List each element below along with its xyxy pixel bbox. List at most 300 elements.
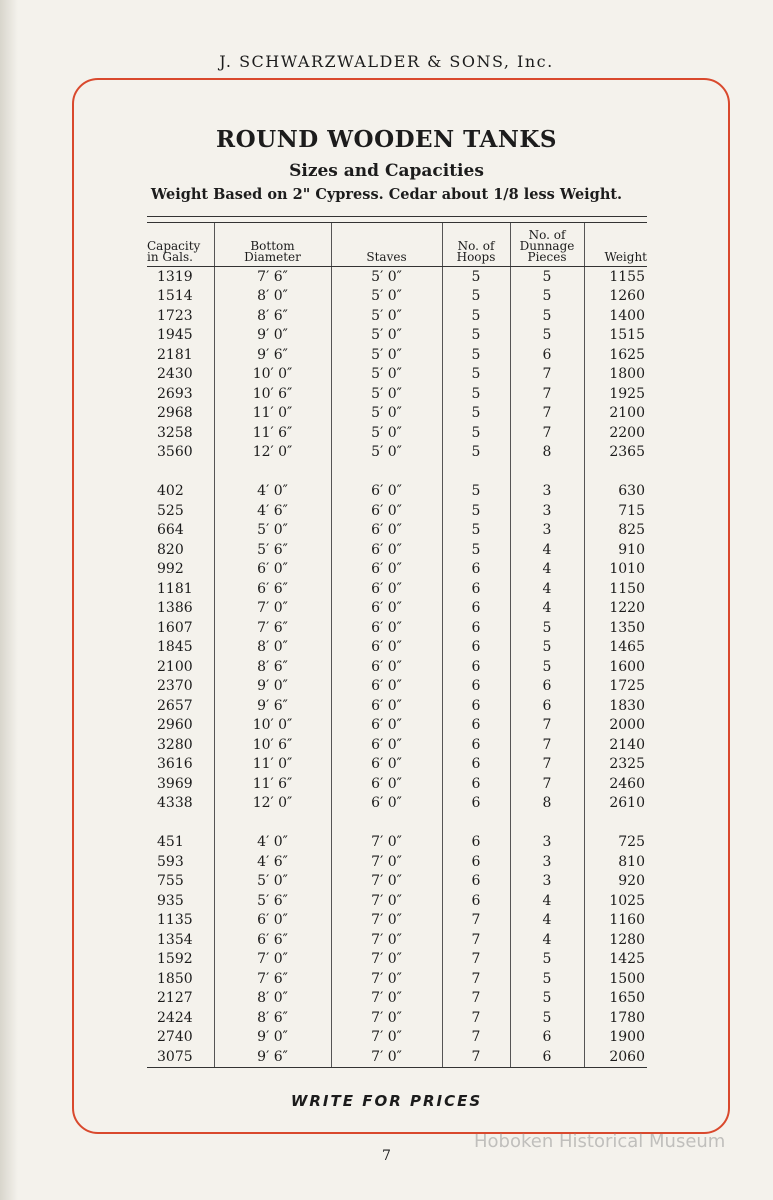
- bottom-diameter-cell: 11′ 6″: [214, 774, 331, 794]
- dunnage-cell: 6: [510, 1028, 584, 1048]
- bottom-diameter-cell: 9′ 0″: [214, 1028, 331, 1048]
- bottom-diameter-cell: 9′ 0″: [214, 326, 331, 346]
- weight-cell: 2140: [584, 735, 647, 755]
- hoops-cell: 5: [442, 423, 510, 443]
- table-row: [147, 911, 647, 931]
- hoops-cell: 5: [442, 384, 510, 404]
- table-row: [147, 852, 647, 872]
- table-row: [147, 950, 647, 970]
- bottom-diameter-cell: 9′ 0″: [214, 677, 331, 697]
- dunnage-cell: 3: [510, 501, 584, 521]
- dunnage-cell: 5: [510, 287, 584, 307]
- capacity-cell: 402: [157, 483, 184, 500]
- staves-cell: 6′ 0″: [331, 618, 442, 638]
- museum-watermark: Hoboken Historical Museum: [474, 1131, 726, 1152]
- table-row: [147, 365, 647, 385]
- dunnage-cell: 4: [510, 891, 584, 911]
- weight-cell: 2325: [584, 755, 647, 775]
- capacity-cell: 4338: [157, 795, 193, 812]
- dunnage-cell: 6: [510, 696, 584, 716]
- table-row: [147, 618, 647, 638]
- dunnage-cell: 8: [510, 794, 584, 814]
- hoops-cell: 6: [442, 735, 510, 755]
- spacer-cell: [147, 813, 214, 833]
- staves-cell: 5′ 0″: [331, 287, 442, 307]
- table-row: [147, 638, 647, 658]
- spacer-cell: [510, 813, 584, 833]
- weight-cell: 715: [584, 501, 647, 521]
- table-body: [147, 267, 647, 1068]
- bottom-diameter-cell: 5′ 0″: [214, 872, 331, 892]
- bottom-diameter-cell: 4′ 6″: [214, 852, 331, 872]
- hoops-cell: 5: [442, 443, 510, 463]
- weight-cell: 1155: [584, 267, 647, 287]
- capacity-cell: 1723: [157, 307, 193, 324]
- dunnage-cell: 7: [510, 755, 584, 775]
- weight-cell: 910: [584, 540, 647, 560]
- weight-note: [0, 186, 773, 203]
- staves-cell: 6′ 0″: [331, 657, 442, 677]
- dunnage-cell: 7: [510, 716, 584, 736]
- hoops-cell: 6: [442, 599, 510, 619]
- capacity-cell: 1181: [157, 580, 193, 597]
- weight-cell: 1780: [584, 1008, 647, 1028]
- dunnage-cell: 5: [510, 1008, 584, 1028]
- bottom-diameter-cell: 8′ 0″: [214, 989, 331, 1009]
- bottom-diameter-cell: 10′ 0″: [214, 716, 331, 736]
- dunnage-cell: 7: [510, 735, 584, 755]
- capacity-cell: 1845: [157, 639, 193, 656]
- table-row: [147, 306, 647, 326]
- staves-cell: 5′ 0″: [331, 326, 442, 346]
- weight-cell: 1625: [584, 345, 647, 365]
- weight-cell: 2100: [584, 404, 647, 424]
- bottom-diameter-cell: 5′ 6″: [214, 540, 331, 560]
- capacity-cell: 3280: [157, 736, 193, 753]
- col-header-hoops: No. of Hoops: [442, 223, 510, 267]
- hoops-cell: 6: [442, 618, 510, 638]
- hoops-cell: 6: [442, 794, 510, 814]
- staves-cell: 6′ 0″: [331, 638, 442, 658]
- spacer-cell: [331, 462, 442, 482]
- bottom-diameter-cell: 8′ 6″: [214, 657, 331, 677]
- capacity-cell: 1514: [157, 288, 193, 305]
- spacer-cell: [442, 813, 510, 833]
- bottom-diameter-cell: 9′ 6″: [214, 696, 331, 716]
- capacity-cell: 3075: [147, 1047, 214, 1067]
- staves-cell: 6′ 0″: [331, 579, 442, 599]
- page-number: 7: [382, 1148, 391, 1164]
- bottom-diameter-cell: 4′ 6″: [214, 501, 331, 521]
- weight-cell: 1025: [584, 891, 647, 911]
- staves-cell: 6′ 0″: [331, 716, 442, 736]
- hoops-cell: 5: [442, 540, 510, 560]
- capacity-table: [147, 223, 647, 1068]
- table-row: [147, 345, 647, 365]
- hoops-cell: 6: [442, 891, 510, 911]
- weight-cell: 1900: [584, 1028, 647, 1048]
- weight-note-suffix: less Weight.: [518, 186, 623, 203]
- weight-cell: 1400: [584, 306, 647, 326]
- capacity-cell: 1386: [157, 600, 193, 617]
- weight-cell: 725: [584, 833, 647, 853]
- dunnage-cell: 6: [510, 345, 584, 365]
- table-row: [147, 969, 647, 989]
- bottom-diameter-cell: 5′ 0″: [214, 521, 331, 541]
- table-row: [147, 560, 647, 580]
- weight-cell: 1600: [584, 657, 647, 677]
- bottom-diameter-cell: 8′ 6″: [214, 1008, 331, 1028]
- table-top-rule: [147, 216, 647, 223]
- bottom-diameter-cell: 11′ 0″: [214, 404, 331, 424]
- dunnage-cell: 4: [510, 540, 584, 560]
- capacity-cell: 2127: [157, 990, 193, 1007]
- hoops-cell: 6: [442, 696, 510, 716]
- table-row: [147, 716, 647, 736]
- weight-cell: 2365: [584, 443, 647, 463]
- page-subtitle: Sizes and Capacities: [289, 161, 484, 181]
- capacity-cell: 525: [157, 502, 184, 519]
- hoops-cell: 7: [442, 930, 510, 950]
- hoops-cell: 7: [442, 969, 510, 989]
- table-row: [147, 755, 647, 775]
- group-spacer: [147, 462, 647, 482]
- weight-note-fraction: 1/8: [493, 186, 519, 203]
- spacer-cell: [214, 813, 331, 833]
- hoops-cell: 6: [442, 638, 510, 658]
- write-for-prices: WRITE FOR PRICES: [290, 1092, 483, 1110]
- group-spacer: [147, 813, 647, 833]
- capacity-cell: 451: [157, 834, 184, 851]
- dunnage-cell: 5: [510, 657, 584, 677]
- hoops-cell: 7: [442, 1047, 510, 1067]
- dunnage-cell: 5: [510, 638, 584, 658]
- dunnage-cell: 8: [510, 443, 584, 463]
- staves-cell: 6′ 0″: [331, 521, 442, 541]
- hoops-cell: 5: [442, 521, 510, 541]
- capacity-cell: 1135: [157, 912, 193, 929]
- dunnage-cell: 7: [510, 365, 584, 385]
- staves-cell: 7′ 0″: [331, 1028, 442, 1048]
- weight-cell: 920: [584, 872, 647, 892]
- spacer-cell: [510, 462, 584, 482]
- table-row: [147, 501, 647, 521]
- table-row: [147, 579, 647, 599]
- weight-cell: 1925: [584, 384, 647, 404]
- page-header: J. SCHWARZWALDER & SONS, Inc.: [219, 52, 554, 71]
- table-row: [147, 794, 647, 814]
- bottom-diameter-cell: 4′ 0″: [214, 833, 331, 853]
- staves-cell: 7′ 0″: [331, 989, 442, 1009]
- weight-cell: 1725: [584, 677, 647, 697]
- staves-cell: 7′ 0″: [331, 872, 442, 892]
- bottom-diameter-cell: 12′ 0″: [214, 794, 331, 814]
- capacity-cell: 2740: [157, 1029, 193, 1046]
- staves-cell: 6′ 0″: [331, 540, 442, 560]
- dunnage-cell: 4: [510, 579, 584, 599]
- hoops-cell: 5: [442, 306, 510, 326]
- bottom-diameter-cell: 9′ 6″: [214, 1047, 331, 1067]
- dunnage-cell: 4: [510, 911, 584, 931]
- col-header-dunnage: No. of Dunnage Pieces: [510, 223, 584, 267]
- dunnage-cell: 3: [510, 852, 584, 872]
- hoops-cell: 5: [442, 287, 510, 307]
- hoops-cell: 7: [442, 911, 510, 931]
- hoops-cell: 6: [442, 657, 510, 677]
- table-row: [147, 735, 647, 755]
- capacity-cell: 3258: [157, 424, 193, 441]
- table-row: [147, 891, 647, 911]
- table-row: [147, 443, 647, 463]
- hoops-cell: 5: [442, 345, 510, 365]
- spacer-cell: [214, 462, 331, 482]
- table-row: [147, 930, 647, 950]
- hoops-cell: 7: [442, 950, 510, 970]
- bottom-diameter-cell: 10′ 6″: [214, 735, 331, 755]
- table-row: [147, 384, 647, 404]
- capacity-cell: 1592: [157, 951, 193, 968]
- table-row: [147, 677, 647, 697]
- capacity-cell: 1354: [157, 931, 193, 948]
- capacity-cell: 2100: [157, 658, 193, 675]
- table-row: [147, 326, 647, 346]
- dunnage-cell: 5: [510, 969, 584, 989]
- table-row: [147, 287, 647, 307]
- capacity-cell: 2430: [157, 366, 193, 383]
- weight-note-prefix: Weight Based on 2" Cypress. Cedar about: [150, 186, 494, 203]
- hoops-cell: 5: [442, 267, 510, 287]
- weight-cell: 1515: [584, 326, 647, 346]
- dunnage-cell: 3: [510, 521, 584, 541]
- dunnage-cell: 7: [510, 384, 584, 404]
- bottom-diameter-cell: 7′ 6″: [214, 267, 331, 287]
- capacity-cell: 593: [157, 853, 184, 870]
- hoops-cell: 6: [442, 716, 510, 736]
- dunnage-cell: 4: [510, 599, 584, 619]
- spacer-cell: [584, 462, 647, 482]
- staves-cell: 5′ 0″: [331, 267, 442, 287]
- weight-cell: 1500: [584, 969, 647, 989]
- staves-cell: 5′ 0″: [331, 306, 442, 326]
- staves-cell: 6′ 0″: [331, 696, 442, 716]
- weight-cell: 1350: [584, 618, 647, 638]
- staves-cell: 7′ 0″: [331, 833, 442, 853]
- bottom-diameter-cell: 10′ 6″: [214, 384, 331, 404]
- capacity-cell: 1319: [157, 268, 193, 285]
- hoops-cell: 7: [442, 1008, 510, 1028]
- capacity-cell: 2657: [157, 697, 193, 714]
- hoops-cell: 6: [442, 755, 510, 775]
- col-header-weight: Weight: [584, 223, 647, 267]
- capacity-cell: 3616: [157, 756, 193, 773]
- page-title: ROUND WOODEN TANKS: [216, 126, 557, 153]
- weight-cell: 1150: [584, 579, 647, 599]
- weight-cell: 1260: [584, 287, 647, 307]
- weight-cell: 1220: [584, 599, 647, 619]
- capacity-cell: 2693: [157, 385, 193, 402]
- capacity-cell: 1850: [157, 970, 193, 987]
- capacity-cell: 1607: [157, 619, 193, 636]
- spacer-cell: [331, 813, 442, 833]
- hoops-cell: 5: [442, 501, 510, 521]
- hoops-cell: 6: [442, 677, 510, 697]
- dunnage-cell: 3: [510, 833, 584, 853]
- table-row: [147, 1008, 647, 1028]
- dunnage-cell: 5: [510, 989, 584, 1009]
- dunnage-cell: 5: [510, 306, 584, 326]
- weight-cell: 1650: [584, 989, 647, 1009]
- bottom-diameter-cell: 10′ 0″: [214, 365, 331, 385]
- bottom-diameter-cell: 6′ 6″: [214, 930, 331, 950]
- spacer-cell: [442, 462, 510, 482]
- hoops-cell: 5: [442, 326, 510, 346]
- weight-cell: 2060: [584, 1047, 647, 1067]
- bottom-diameter-cell: 6′ 0″: [214, 560, 331, 580]
- table-row: [147, 599, 647, 619]
- weight-cell: 1425: [584, 950, 647, 970]
- bottom-diameter-cell: 8′ 0″: [214, 287, 331, 307]
- weight-cell: 2610: [584, 794, 647, 814]
- weight-cell: 1280: [584, 930, 647, 950]
- hoops-cell: 6: [442, 852, 510, 872]
- staves-cell: 6′ 0″: [331, 599, 442, 619]
- staves-cell: 6′ 0″: [331, 735, 442, 755]
- hoops-cell: 5: [442, 365, 510, 385]
- dunnage-cell: 7: [510, 774, 584, 794]
- bottom-diameter-cell: 9′ 6″: [214, 345, 331, 365]
- table-row: [147, 267, 647, 287]
- capacity-cell: 3560: [157, 444, 193, 461]
- staves-cell: 7′ 0″: [331, 911, 442, 931]
- table-row: [147, 696, 647, 716]
- table-row: [147, 540, 647, 560]
- dunnage-cell: 7: [510, 404, 584, 424]
- weight-cell: 825: [584, 521, 647, 541]
- staves-cell: 6′ 0″: [331, 501, 442, 521]
- hoops-cell: 5: [442, 482, 510, 502]
- dunnage-cell: 5: [510, 267, 584, 287]
- col-header-staves: Staves: [331, 223, 442, 267]
- staves-cell: 5′ 0″: [331, 345, 442, 365]
- spacer-cell: [147, 462, 214, 482]
- bottom-diameter-cell: 7′ 0″: [214, 599, 331, 619]
- capacity-cell: 3969: [157, 775, 193, 792]
- weight-cell: 2460: [584, 774, 647, 794]
- staves-cell: 6′ 0″: [331, 774, 442, 794]
- hoops-cell: 6: [442, 833, 510, 853]
- staves-cell: 7′ 0″: [331, 852, 442, 872]
- bottom-diameter-cell: 7′ 6″: [214, 618, 331, 638]
- weight-cell: 1010: [584, 560, 647, 580]
- weight-cell: 2000: [584, 716, 647, 736]
- col-header-capacity: Capacity in Gals.: [147, 223, 214, 267]
- staves-cell: 7′ 0″: [331, 1008, 442, 1028]
- table-row: [147, 423, 647, 443]
- capacity-cell: 820: [157, 541, 184, 558]
- bottom-diameter-cell: 8′ 0″: [214, 638, 331, 658]
- weight-cell: 1800: [584, 365, 647, 385]
- staves-cell: 7′ 0″: [331, 950, 442, 970]
- table-row: [147, 774, 647, 794]
- bottom-diameter-cell: 6′ 6″: [214, 579, 331, 599]
- dunnage-cell: 3: [510, 872, 584, 892]
- capacity-table-wrapper: [147, 216, 647, 1068]
- staves-cell: 5′ 0″: [331, 384, 442, 404]
- dunnage-cell: 6: [510, 1047, 584, 1067]
- bottom-diameter-cell: 12′ 0″: [214, 443, 331, 463]
- hoops-cell: 7: [442, 1028, 510, 1048]
- dunnage-cell: 4: [510, 930, 584, 950]
- weight-cell: 1160: [584, 911, 647, 931]
- staves-cell: 5′ 0″: [331, 423, 442, 443]
- capacity-cell: 2960: [157, 717, 193, 734]
- staves-cell: 7′ 0″: [331, 930, 442, 950]
- hoops-cell: 5: [442, 404, 510, 424]
- capacity-cell: 2968: [157, 405, 193, 422]
- dunnage-cell: 4: [510, 560, 584, 580]
- capacity-cell: 1945: [157, 327, 193, 344]
- col-header-bottom-diameter: Bottom Diameter: [214, 223, 331, 267]
- dunnage-cell: 6: [510, 677, 584, 697]
- table-row: [147, 833, 647, 853]
- capacity-cell: 2370: [157, 678, 193, 695]
- dunnage-cell: 5: [510, 950, 584, 970]
- capacity-cell: 755: [157, 873, 184, 890]
- bottom-diameter-cell: 11′ 6″: [214, 423, 331, 443]
- staves-cell: 5′ 0″: [331, 404, 442, 424]
- bottom-diameter-cell: 11′ 0″: [214, 755, 331, 775]
- bottom-diameter-cell: 5′ 6″: [214, 891, 331, 911]
- table-row: [147, 521, 647, 541]
- table-row: [147, 989, 647, 1009]
- capacity-cell: 664: [157, 522, 184, 539]
- hoops-cell: 7: [442, 989, 510, 1009]
- bottom-diameter-cell: 4′ 0″: [214, 482, 331, 502]
- dunnage-cell: 3: [510, 482, 584, 502]
- weight-cell: 1465: [584, 638, 647, 658]
- spacer-cell: [584, 813, 647, 833]
- capacity-cell: 935: [157, 892, 184, 909]
- weight-cell: 810: [584, 852, 647, 872]
- bottom-diameter-cell: 7′ 0″: [214, 950, 331, 970]
- staves-cell: 5′ 0″: [331, 443, 442, 463]
- dunnage-cell: 7: [510, 423, 584, 443]
- staves-cell: 6′ 0″: [331, 560, 442, 580]
- staves-cell: 7′ 0″: [331, 891, 442, 911]
- staves-cell: 7′ 0″: [331, 1047, 442, 1067]
- capacity-cell: 992: [157, 561, 184, 578]
- weight-cell: 630: [584, 482, 647, 502]
- hoops-cell: 6: [442, 560, 510, 580]
- staves-cell: 6′ 0″: [331, 677, 442, 697]
- bottom-diameter-cell: 6′ 0″: [214, 911, 331, 931]
- weight-cell: 1830: [584, 696, 647, 716]
- table-row: [147, 1028, 647, 1048]
- dunnage-cell: 5: [510, 618, 584, 638]
- bottom-diameter-cell: 8′ 6″: [214, 306, 331, 326]
- table-header-row: [147, 223, 647, 267]
- hoops-cell: 6: [442, 579, 510, 599]
- staves-cell: 6′ 0″: [331, 482, 442, 502]
- staves-cell: 6′ 0″: [331, 794, 442, 814]
- table-row: [147, 872, 647, 892]
- dunnage-cell: 5: [510, 326, 584, 346]
- table-row: [147, 657, 647, 677]
- capacity-cell: 2424: [157, 1009, 193, 1026]
- hoops-cell: 6: [442, 872, 510, 892]
- capacity-cell: 2181: [157, 346, 193, 363]
- hoops-cell: 6: [442, 774, 510, 794]
